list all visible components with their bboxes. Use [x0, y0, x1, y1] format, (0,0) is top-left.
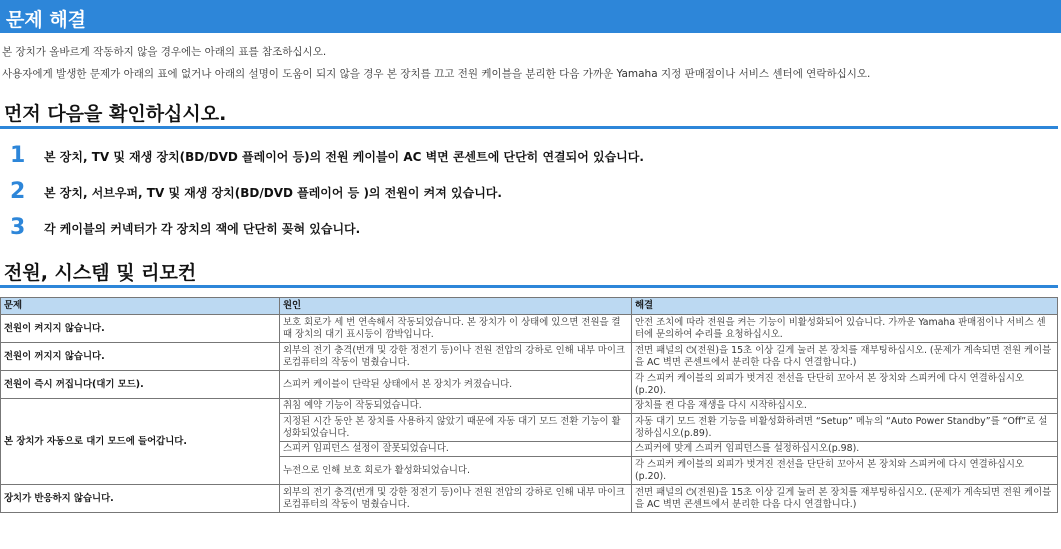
step-number: 2 [10, 179, 26, 204]
column-header: 원인 [280, 298, 632, 315]
solution-cell: 자동 대기 모드 전환 기능을 비활성화하려면 “Setup” 메뉴의 “Auto Power Standby”를 “Off”로 설정하십시오(p.89). [632, 414, 1058, 442]
step-text: 본 장치, TV 및 재생 장치(BD/DVD 플레이어 등)의 전원 케이블이 AC 벽면 콘센트에 단단히 연결되어 있습니다. [44, 150, 644, 164]
intro-line: 사용자에게 발생한 문제가 아래의 표에 없거나 아래의 설명이 도움이 되지 않을 경우 본 장치를 끄고 전원 케이블을 분리한 다음 가까운 Yamaha 지정 판매점이나 서비스 센터에 연락하십시오. [2, 68, 871, 80]
problem-cell: 장치가 반응하지 않습니다. [1, 485, 280, 513]
table-row [1, 399, 1058, 414]
problem-cell: 전원이 켜지지 않습니다. [1, 315, 280, 343]
solution-cell: 장치를 켠 다음 재생을 다시 시작하십시오. [632, 399, 1058, 414]
cause-cell: 외부의 전기 충격(번개 및 강한 정전기 등)이나 전원 전압의 강하로 인해 내부 마이크로컴퓨터의 작동이 멈췄습니다. [280, 485, 632, 513]
section-rule [0, 126, 1058, 129]
column-header: 문제 [1, 298, 280, 315]
solution-cell: 각 스피커 케이블의 외피가 벗겨진 전선을 단단히 꼬아서 본 장치와 스피커에 다시 연결하십시오(p.20). [632, 457, 1058, 485]
cause-cell: 스피커 임피던스 설정이 잘못되었습니다. [280, 442, 632, 457]
power-heading: 전원, 시스템 및 리모컨 [4, 262, 197, 284]
step-number: 1 [10, 143, 26, 168]
troubleshooting-table [0, 297, 1058, 513]
cause-cell: 보호 회로가 세 번 연속해서 작동되었습니다. 본 장치가 이 상태에 있으면 전원을 켤 때 장치의 대기 표시등이 깜박입니다. [280, 315, 632, 343]
check-heading: 먼저 다음을 확인하십시오. [4, 103, 227, 125]
section-rule [0, 285, 1058, 288]
solution-cell: 전면 패널의 ⏻(전원)을 15초 이상 길게 눌러 본 장치를 재부팅하십시오. (문제가 계속되면 전원 케이블을 AC 벽면 콘센트에서 분리한 다음 다시 연결합니다.) [632, 485, 1058, 513]
cause-cell: 누전으로 인해 보호 회로가 활성화되었습니다. [280, 457, 632, 485]
step-text: 본 장치, 서브우퍼, TV 및 재생 장치(BD/DVD 플레이어 등 )의 전원이 켜져 있습니다. [44, 186, 502, 200]
solution-cell: 전면 패널의 ⏻(전원)을 15초 이상 길게 눌러 본 장치를 재부팅하십시오. (문제가 계속되면 전원 케이블을 AC 벽면 콘센트에서 분리한 다음 다시 연결합니다.) [632, 343, 1058, 371]
step-number: 3 [10, 215, 26, 240]
check-step [0, 143, 1000, 170]
cause-cell: 스피커 케이블이 단락된 상태에서 본 장치가 켜졌습니다. [280, 371, 632, 399]
cause-cell: 외부의 전기 충격(번개 및 강한 정전기 등)이나 전원 전압의 강하로 인해 내부 마이크로컴퓨터의 작동이 멈췄습니다. [280, 343, 632, 371]
problem-cell: 전원이 꺼지지 않습니다. [1, 343, 280, 371]
table-row [1, 315, 1058, 343]
check-step [0, 215, 1000, 242]
column-header: 해결 [632, 298, 1058, 315]
check-step [0, 179, 1000, 206]
table-row [1, 371, 1058, 399]
intro-line: 본 장치가 올바르게 작동하지 않을 경우에는 아래의 표를 참조하십시오. [2, 46, 327, 58]
page-title-banner [0, 0, 1061, 33]
step-text: 각 케이블의 커넥터가 각 장치의 잭에 단단히 꽂혀 있습니다. [44, 222, 361, 236]
page-title: 문제 해결 [6, 9, 87, 31]
table-row [1, 485, 1058, 513]
cause-cell: 지정된 시간 동안 본 장치를 사용하지 않았기 때문에 자동 대기 모드 전환 기능이 활성화되었습니다. [280, 414, 632, 442]
problem-cell: 전원이 즉시 꺼집니다(대기 모드). [1, 371, 280, 399]
table-row [1, 343, 1058, 371]
problem-cell: 본 장치가 자동으로 대기 모드에 들어갑니다. [1, 399, 280, 485]
table-header-row [1, 298, 1058, 315]
solution-cell: 안전 조치에 따라 전원을 켜는 기능이 비활성화되어 있습니다. 가까운 Yamaha 판매점이나 서비스 센터에 문의하여 수리를 요청하십시오. [632, 315, 1058, 343]
solution-cell: 스피커에 맞게 스피커 임피던스를 설정하십시오(p.98). [632, 442, 1058, 457]
solution-cell: 각 스피커 케이블의 외피가 벗겨진 전선을 단단히 꼬아서 본 장치와 스피커에 다시 연결하십시오(p.20). [632, 371, 1058, 399]
cause-cell: 취침 예약 기능이 작동되었습니다. [280, 399, 632, 414]
